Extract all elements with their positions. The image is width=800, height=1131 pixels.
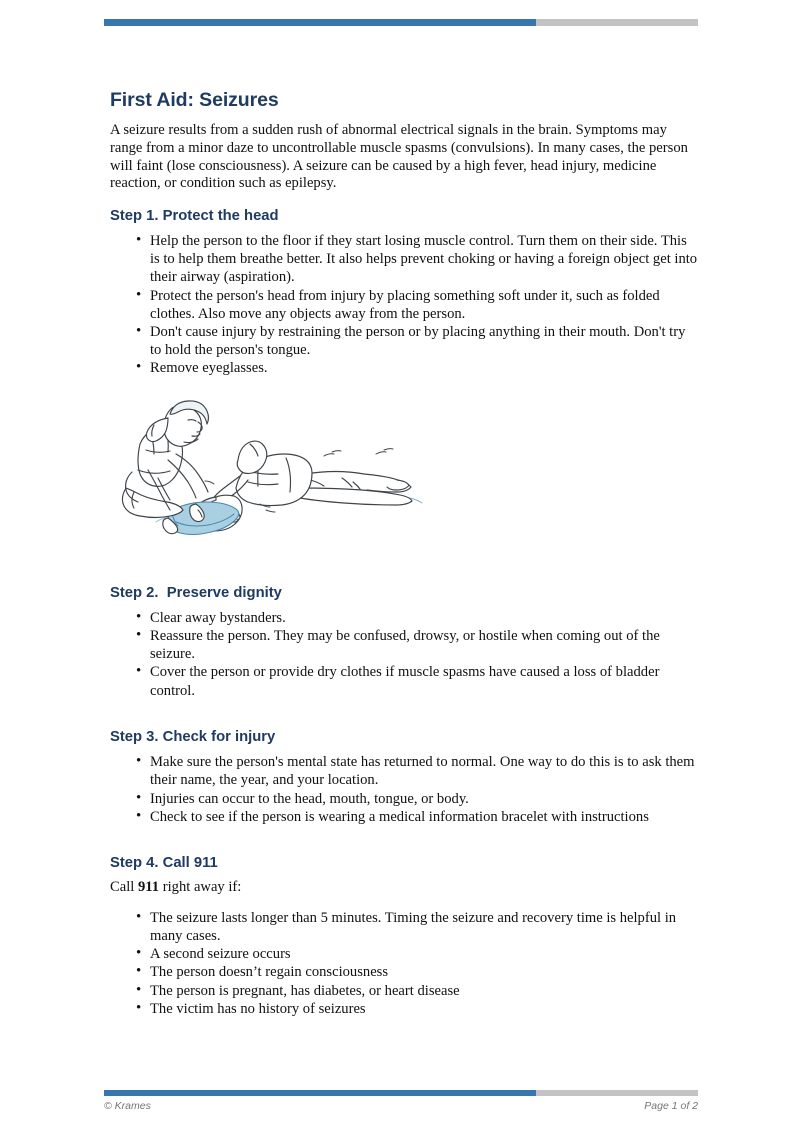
header-rule-gray-segment	[536, 19, 698, 26]
page-title: First Aid: Seizures	[110, 89, 279, 111]
list-item: • Make sure the person's mental state has returned to normal. One way to do this is to ask them their name, the year, and your location.	[110, 753, 698, 789]
list-item: • Reassure the person. They may be confused, drowsy, or hostile when coming out of the seizure.	[110, 627, 698, 663]
list-item: • Help the person to the floor if they start losing muscle control. Turn them on their side. This is to help them breathe better. It also helps prevent choking or having a foreign object get into their airway (aspiration).	[110, 232, 698, 287]
list-item: • Check to see if the person is wearing a medical information bracelet with instructions	[110, 808, 698, 826]
header-rule-blue-segment	[104, 19, 536, 26]
footer-rule-blue-segment	[104, 1090, 536, 1096]
step-4-heading: Step 4. Call 911	[110, 854, 218, 871]
step-1-heading: Step 1. Protect the head	[110, 207, 279, 224]
footer-page-number: Page 1 of 2	[644, 1100, 698, 1112]
footer-rule	[104, 1090, 698, 1096]
list-item: • Remove eyeglasses.	[110, 359, 698, 377]
header-rule	[104, 19, 698, 26]
seizure-first-aid-illustration	[110, 392, 430, 544]
call-lead-after: right away if:	[159, 879, 242, 896]
step-3-heading: Step 3. Check for injury	[110, 728, 276, 745]
illustration-svg	[110, 392, 430, 544]
list-item: • Cover the person or provide dry clothes if muscle spasms have caused a loss of bladder control.	[110, 663, 698, 699]
list-item: • Don't cause injury by restraining the person or by placing anything in their mouth. Don't try to hold the person's tongue.	[110, 323, 698, 359]
list-item: • Protect the person's head from injury by placing something soft under it, such as folded clothes. Also move any objects away from the person.	[110, 287, 698, 323]
call-911-lead-paragraph	[110, 879, 698, 897]
list-item: • The person is pregnant, has diabetes, or heart disease	[110, 982, 698, 1000]
list-item: • Clear away bystanders.	[110, 609, 698, 627]
call-lead-before: Call	[110, 879, 138, 896]
step-2-bullet-list	[110, 609, 698, 700]
list-item: • The seizure lasts longer than 5 minutes. Timing the seizure and recovery time is helpful in many cases.	[110, 909, 698, 945]
list-item: • The person doesn’t regain consciousness	[110, 963, 698, 981]
footer-copyright: © Krames	[104, 1100, 151, 1112]
section-spacer	[110, 826, 698, 854]
list-item: • A second seizure occurs	[110, 945, 698, 963]
step-1-bullet-list	[110, 232, 698, 378]
document-content	[110, 88, 698, 1018]
step-2-heading: Step 2. Preserve dignity	[110, 584, 282, 601]
footer-rule-gray-segment	[536, 1090, 698, 1096]
intro-paragraph: A seizure results from a sudden rush of abnormal electrical signals in the brain. Symptoms may range from a minor daze to uncontrollable muscle spasms (convulsions). In many cases, the person will faint (lose consciousness). A seizure can be caused by a high fever, head injury, medicine reaction, or condition such as epilepsy.	[110, 122, 688, 192]
step-4-bullet-list	[110, 909, 698, 1018]
call-lead-number: 911	[137, 879, 160, 896]
section-spacer	[110, 544, 698, 584]
step-3-bullet-list	[110, 753, 698, 826]
list-item: • Injuries can occur to the head, mouth, tongue, or body.	[110, 790, 698, 808]
list-item: • The victim has no history of seizures	[110, 1000, 698, 1018]
section-spacer	[110, 700, 698, 728]
page-footer	[104, 1100, 698, 1112]
